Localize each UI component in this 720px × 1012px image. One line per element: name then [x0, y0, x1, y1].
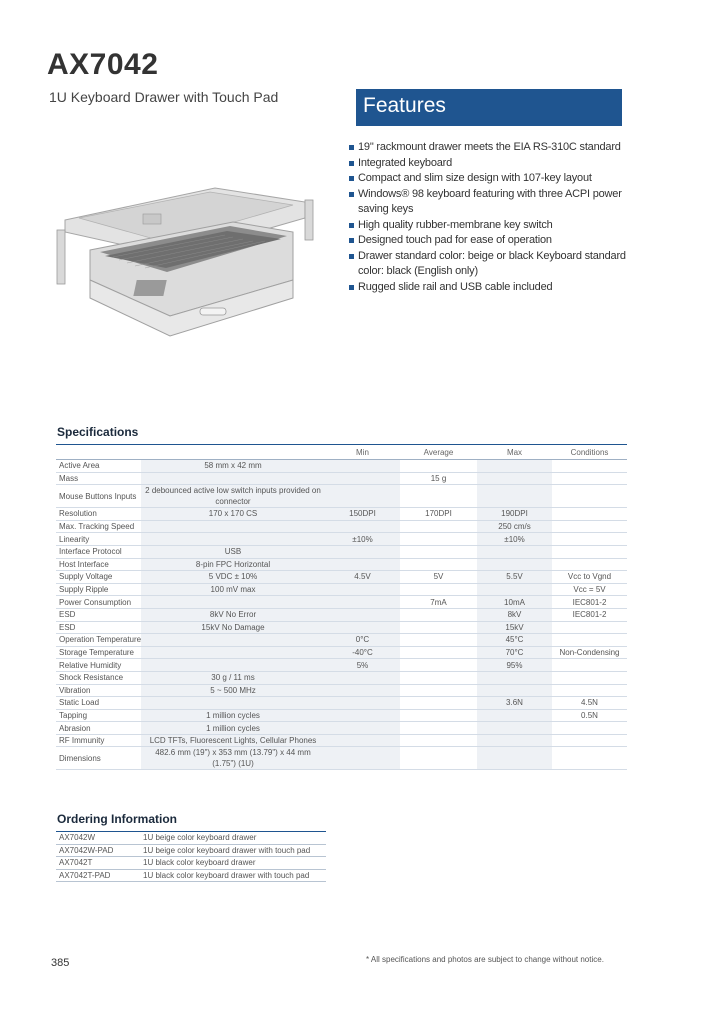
specifications-table: [56, 444, 627, 770]
spec-conditions: [552, 671, 627, 684]
spec-row: [56, 571, 627, 584]
feature-item: Drawer standard color: beige or black Keyboard standard color: black (English only): [348, 249, 638, 280]
spec-description: 482.6 mm (19") x 353 mm (13.79") x 44 mm (1.75") (1U): [141, 747, 325, 770]
spec-label: Storage Temperature: [56, 646, 141, 659]
spec-max: [477, 684, 552, 697]
ordering-title: Ordering Information: [57, 812, 177, 826]
spec-col-conditions: Conditions: [552, 445, 627, 460]
spec-row: [56, 646, 627, 659]
spec-conditions: [552, 533, 627, 546]
spec-min: [325, 485, 400, 508]
spec-min: [325, 472, 400, 485]
ordering-description: 1U beige color keyboard drawer: [140, 832, 326, 845]
spec-row: [56, 558, 627, 571]
spec-min: 5%: [325, 659, 400, 672]
spec-min: [325, 583, 400, 596]
spec-label: Dimensions: [56, 747, 141, 770]
spec-average: [400, 671, 477, 684]
spec-description: 1 million cycles: [141, 709, 325, 722]
spec-conditions: [552, 460, 627, 473]
spec-row: [56, 747, 627, 770]
spec-max: [477, 545, 552, 558]
spec-col-label: [56, 445, 141, 460]
spec-col-min: Min: [325, 445, 400, 460]
spec-average: [400, 583, 477, 596]
spec-row: [56, 734, 627, 747]
features-heading: Features: [356, 89, 622, 126]
spec-label: Abrasion: [56, 722, 141, 735]
spec-max: [477, 722, 552, 735]
spec-conditions: [552, 472, 627, 485]
spec-row: [56, 533, 627, 546]
features-list: [348, 140, 638, 295]
spec-conditions: [552, 722, 627, 735]
spec-row: [56, 722, 627, 735]
feature-item: 19" rackmount drawer meets the EIA RS-310C standard: [348, 140, 638, 156]
spec-row: [56, 460, 627, 473]
ordering-row: [56, 857, 326, 870]
spec-row: [56, 583, 627, 596]
spec-average: [400, 684, 477, 697]
spec-max: 5.5V: [477, 571, 552, 584]
footnote: * All specifications and photos are subject to change without notice.: [366, 955, 604, 964]
ordering-model: AX7042T-PAD: [56, 869, 140, 882]
feature-item: Designed touch pad for ease of operation: [348, 233, 638, 249]
spec-average: [400, 697, 477, 710]
spec-conditions: [552, 520, 627, 533]
spec-average: [400, 558, 477, 571]
spec-col-description: [141, 445, 325, 460]
spec-min: [325, 697, 400, 710]
spec-col-max: Max: [477, 445, 552, 460]
product-model-title: AX7042: [47, 48, 159, 81]
spec-label: ESD: [56, 608, 141, 621]
spec-label: Resolution: [56, 508, 141, 521]
spec-average: [400, 734, 477, 747]
spec-min: [325, 709, 400, 722]
spec-average: [400, 460, 477, 473]
spec-min: 0°C: [325, 634, 400, 647]
feature-item: Compact and slim size design with 107-key layout: [348, 171, 638, 187]
spec-row: [56, 485, 627, 508]
feature-item: Integrated keyboard: [348, 156, 638, 172]
spec-max: ±10%: [477, 533, 552, 546]
spec-min: [325, 520, 400, 533]
spec-conditions: IEC801-2: [552, 596, 627, 609]
spec-max: [477, 734, 552, 747]
spec-row: [56, 659, 627, 672]
spec-row: [56, 697, 627, 710]
spec-row: [56, 621, 627, 634]
spec-max: 250 cm/s: [477, 520, 552, 533]
spec-row: [56, 608, 627, 621]
feature-item: Rugged slide rail and USB cable included: [348, 280, 638, 296]
spec-row: [56, 545, 627, 558]
spec-conditions: [552, 621, 627, 634]
spec-label: Linearity: [56, 533, 141, 546]
ordering-description: 1U black color keyboard drawer with touch pad: [140, 869, 326, 882]
spec-description: 30 g / 11 ms: [141, 671, 325, 684]
spec-average: [400, 485, 477, 508]
spec-label: Max. Tracking Speed: [56, 520, 141, 533]
spec-average: [400, 659, 477, 672]
spec-description: [141, 533, 325, 546]
spec-min: [325, 734, 400, 747]
specifications-title: Specifications: [57, 425, 139, 439]
ordering-model: AX7042T: [56, 857, 140, 870]
ordering-row: [56, 869, 326, 882]
spec-max: 3.6N: [477, 697, 552, 710]
spec-min: [325, 722, 400, 735]
spec-label: Interface Protocol: [56, 545, 141, 558]
spec-conditions: [552, 634, 627, 647]
spec-description: 5 ~ 500 MHz: [141, 684, 325, 697]
spec-conditions: [552, 508, 627, 521]
spec-row: [56, 472, 627, 485]
spec-label: Mouse Buttons Inputs: [56, 485, 141, 508]
spec-average: 170DPI: [400, 508, 477, 521]
spec-average: [400, 709, 477, 722]
spec-row: [56, 508, 627, 521]
ordering-model: AX7042W: [56, 832, 140, 845]
spec-description: [141, 520, 325, 533]
spec-max: [477, 583, 552, 596]
spec-label: Static Load: [56, 697, 141, 710]
spec-description: 15kV No Damage: [141, 621, 325, 634]
spec-average: [400, 520, 477, 533]
spec-conditions: 4.5N: [552, 697, 627, 710]
spec-row: [56, 709, 627, 722]
spec-max: 70°C: [477, 646, 552, 659]
spec-row: [56, 596, 627, 609]
spec-min: [325, 608, 400, 621]
spec-description: [141, 697, 325, 710]
spec-max: 45°C: [477, 634, 552, 647]
spec-average: [400, 545, 477, 558]
spec-max: 10mA: [477, 596, 552, 609]
spec-min: [325, 596, 400, 609]
spec-min: 150DPI: [325, 508, 400, 521]
spec-row: [56, 634, 627, 647]
spec-description: [141, 472, 325, 485]
spec-average: [400, 646, 477, 659]
spec-max: [477, 460, 552, 473]
ordering-table: [56, 831, 326, 882]
spec-description: 8-pin FPC Horizontal: [141, 558, 325, 571]
spec-row: [56, 684, 627, 697]
spec-average: [400, 533, 477, 546]
spec-description: 170 x 170 CS: [141, 508, 325, 521]
spec-max: [477, 558, 552, 571]
spec-description: 2 debounced active low switch inputs provided on connector: [141, 485, 325, 508]
spec-max: [477, 671, 552, 684]
spec-average: [400, 621, 477, 634]
spec-average: 7mA: [400, 596, 477, 609]
ordering-description: 1U beige color keyboard drawer with touch pad: [140, 844, 326, 857]
spec-label: Active Area: [56, 460, 141, 473]
feature-item: Windows® 98 keyboard featuring with three ACPI power saving keys: [348, 187, 638, 218]
spec-col-average: Average: [400, 445, 477, 460]
spec-description: USB: [141, 545, 325, 558]
spec-description: LCD TFTs, Fluorescent Lights, Cellular Phones: [141, 734, 325, 747]
spec-min: [325, 671, 400, 684]
spec-max: 95%: [477, 659, 552, 672]
spec-conditions: 0.5N: [552, 709, 627, 722]
spec-conditions: Vcc = 5V: [552, 583, 627, 596]
spec-description: [141, 634, 325, 647]
spec-label: Tapping: [56, 709, 141, 722]
keyboard-drawer-photo: [55, 180, 317, 340]
ordering-row: [56, 844, 326, 857]
spec-min: [325, 747, 400, 770]
spec-conditions: [552, 659, 627, 672]
spec-label: RF Immunity: [56, 734, 141, 747]
spec-description: 5 VDC ± 10%: [141, 571, 325, 584]
spec-conditions: [552, 545, 627, 558]
spec-max: [477, 709, 552, 722]
spec-description: [141, 646, 325, 659]
spec-row: [56, 671, 627, 684]
spec-average: 15 g: [400, 472, 477, 485]
spec-label: Shock Resistance: [56, 671, 141, 684]
spec-conditions: IEC801-2: [552, 608, 627, 621]
spec-label: Mass: [56, 472, 141, 485]
spec-conditions: [552, 734, 627, 747]
page-number: 385: [51, 957, 70, 969]
spec-description: 58 mm x 42 mm: [141, 460, 325, 473]
spec-header-row: [56, 445, 627, 460]
spec-min: [325, 558, 400, 571]
spec-conditions: [552, 747, 627, 770]
spec-min: [325, 621, 400, 634]
spec-conditions: Vcc to Vgnd: [552, 571, 627, 584]
spec-max: 8kV: [477, 608, 552, 621]
ordering-row: [56, 832, 326, 845]
spec-description: 1 million cycles: [141, 722, 325, 735]
spec-max: [477, 472, 552, 485]
spec-label: Supply Ripple: [56, 583, 141, 596]
spec-min: [325, 545, 400, 558]
spec-label: Vibration: [56, 684, 141, 697]
spec-average: [400, 608, 477, 621]
spec-average: [400, 747, 477, 770]
spec-min: 4.5V: [325, 571, 400, 584]
ordering-description: 1U black color keyboard drawer: [140, 857, 326, 870]
spec-min: [325, 684, 400, 697]
spec-conditions: [552, 485, 627, 508]
spec-description: 100 mV max: [141, 583, 325, 596]
spec-max: [477, 485, 552, 508]
feature-item: High quality rubber-membrane key switch: [348, 218, 638, 234]
spec-average: 5V: [400, 571, 477, 584]
spec-conditions: [552, 558, 627, 571]
spec-average: [400, 722, 477, 735]
spec-row: [56, 520, 627, 533]
spec-average: [400, 634, 477, 647]
spec-description: [141, 596, 325, 609]
spec-label: Host Interface: [56, 558, 141, 571]
spec-conditions: Non-Condensing: [552, 646, 627, 659]
ordering-model: AX7042W-PAD: [56, 844, 140, 857]
spec-max: 15kV: [477, 621, 552, 634]
spec-min: ±10%: [325, 533, 400, 546]
spec-min: -40°C: [325, 646, 400, 659]
spec-label: Relative Humidity: [56, 659, 141, 672]
spec-max: [477, 747, 552, 770]
spec-label: ESD: [56, 621, 141, 634]
spec-description: [141, 659, 325, 672]
spec-min: [325, 460, 400, 473]
spec-label: Supply Voltage: [56, 571, 141, 584]
spec-label: Operation Temperature: [56, 634, 141, 647]
product-subtitle: 1U Keyboard Drawer with Touch Pad: [49, 89, 279, 105]
spec-conditions: [552, 684, 627, 697]
spec-label: Power Consumption: [56, 596, 141, 609]
spec-max: 190DPI: [477, 508, 552, 521]
spec-description: 8kV No Error: [141, 608, 325, 621]
